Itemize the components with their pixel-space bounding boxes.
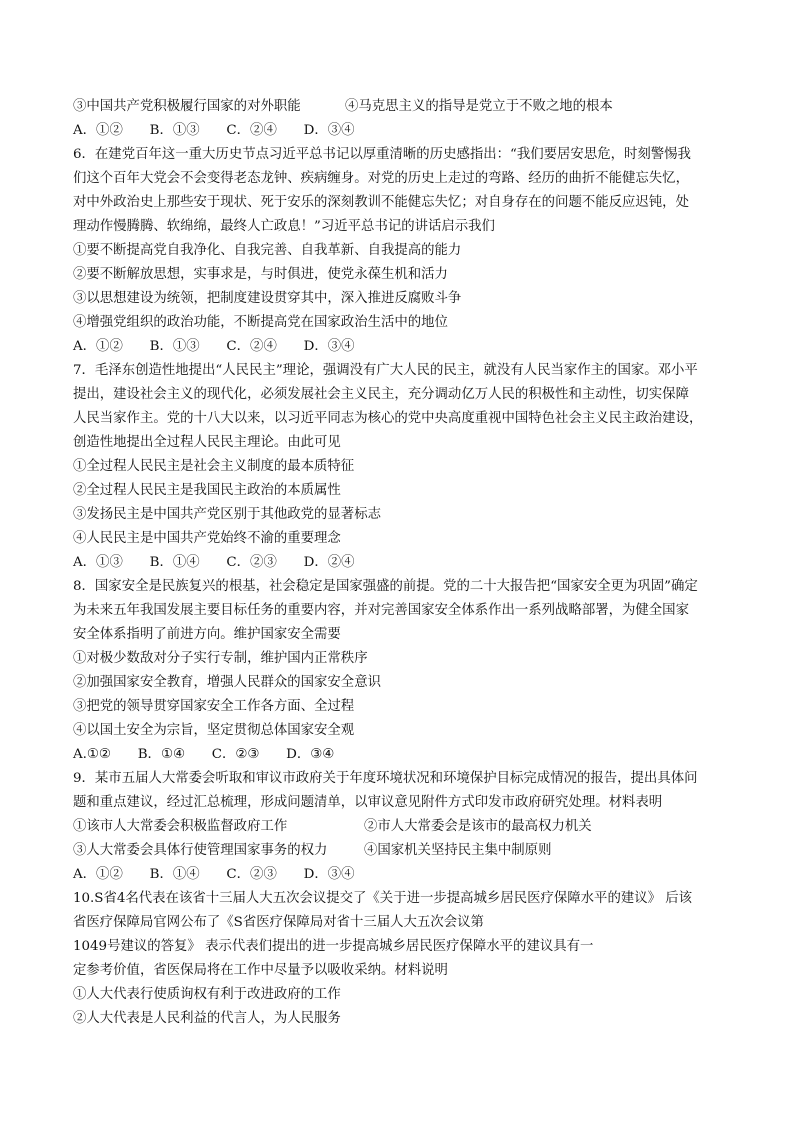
question-8-option: ②加强国家安全教育，增强人民群众的国家安全意识 [73,675,381,690]
option-line-3-4 [73,842,552,860]
question-6-stem: 对中外政治史上那些安于现状、死于安乐的深刻教训不能健忘失忆；对自身存在的问题不能反应迟钝，处 [73,195,689,210]
question-10-stem: 10.S省4名代表在该省十三届人大五次会议提交了《关于进一步提高城乡居民医疗保障水平的建议》 后该 [73,891,693,906]
question-7-stem: 人民当家作主。党的十八大以来，以习近平同志为核心的党中央高度重视中国特色社会主义民主政治建设， [73,411,703,426]
question-6-stem: 们这个百年大党会不会变得老态龙钟、疾病缠身。对党的历史上走过的弯路、经历的曲折不能健忘失忆， [73,171,689,186]
question-8-stem: 安全体系指明了前进方向。维护国家安全需要 [73,627,341,642]
question-6-option: ③以思想建设为统领，把制度建设贯穿其中，深入推进反腐败斗争 [73,291,462,306]
question-8-option: ③把党的领导贯穿国家安全工作各方面、全过程 [73,699,355,714]
question-8-option: ④以国土安全为宗旨，坚定贯彻总体国家安全观 [73,723,355,738]
answer-choices-q9: A．①② B．①④ C．②③ D．③④ [73,867,355,882]
option-2: ②市人大常委会是该市的最高权力机关 [364,819,592,834]
option-line-3-4 [73,98,613,116]
option-1: ①该市人大常委会积极监督政府工作 [73,819,288,834]
question-6-stem: 理动作慢腾腾、软绵绵，最终人亡政息！”习近平总书记的讲话启示我们 [73,219,495,234]
question-7-stem: 创造性地提出全过程人民民主理论。由此可见 [73,435,341,450]
option-4: ④国家机关坚持民主集中制原则 [364,843,552,858]
question-10-option: ①人大代表行使质询权有利于改进政府的工作 [73,987,341,1002]
option-4: ④马克思主义的指导是党立于不败之地的根本 [345,99,613,114]
answer-choices-q6: A．①② B．①③ C．②④ D．③④ [73,339,355,354]
answer-choices-q7: A．①③ B．①④ C．②③ D．②④ [73,555,355,570]
question-7-stem: 提出，建设社会主义的现代化，必须发展社会主义民主，充分调动亿万人民的积极性和主动性，切实保障 [73,387,689,402]
question-8-stem: 为未来五年我国发展主要目标任务的重要内容，并对完善国家安全体系作出一系列战略部署，为健全国家 [73,603,689,618]
question-7-option: ③发扬民主是中国共产党区别于其他政党的显著标志 [73,507,381,522]
question-6-option: ④增强党组织的政治功能，不断提高党在国家政治生活中的地位 [73,315,448,330]
answer-choices-q8: A.①② B．①④ C．②③ D．③④ [73,747,335,762]
question-7-option: ②全过程人民民主是我国民主政治的本质属性 [73,483,341,498]
question-9-stem: 题和重点建议，经过汇总梳理，形成问题清单，以审议意见附件方式印发市政府研究处理。材料表明 [73,795,663,810]
question-8-option: ①对极少数敌对分子实行专制，维护国内正常秩序 [73,651,368,666]
question-7-option: ④人民民主是中国共产党始终不渝的重要理念 [73,531,341,546]
question-9-stem: 9．某市五届人大常委会听取和审议市政府关于年度环境状况和环境保护目标完成情况的报告，提出具体问 [73,771,698,786]
question-10-stem: 定参考价值，省医保局将在工作中尽量予以吸收采纳。材料说明 [73,963,448,978]
question-10-stem: 1049号建议的答复》 表示代表们提出的进一步提高城乡居民医疗保障水平的建议具有一 [73,939,594,954]
option-3: ③人大常委会具体行使管理国家事务的权力 [73,843,328,858]
option-line-1-2 [73,818,592,836]
question-6-option: ②要不断解放思想，实事求是，与时俱进，使党永葆生机和活力 [73,267,448,282]
question-6-stem: 6．在建党百年这一重大历史节点习近平总书记以厚重清晰的历史感指出：“我们要居安思危，时刻警惕我 [73,147,691,162]
question-10-option: ②人大代表是人民利益的代言人，为人民服务 [73,1011,341,1026]
question-8-stem: 8．国家安全是民族复兴的根基，社会稳定是国家强盛的前提。党的二十大报告把“国家安全更为巩固”确定 [73,579,698,594]
question-10-stem: 省医疗保障局官网公布了《S省医疗保障局对省十三届人大五次会议第 [73,915,484,930]
question-6-option: ①要不断提高党自我净化、自我完善、自我革新、自我提高的能力 [73,243,462,258]
option-3: ③中国共产党积极履行国家的对外职能 [73,99,301,114]
answer-choices-q5: A．①② B．①③ C．②④ D．③④ [73,123,355,138]
question-7-option: ①全过程人民民主是社会主义制度的最本质特征 [73,459,355,474]
question-7-stem: 7．毛泽东创造性地提出“人民民主”理论，强调没有广大人民的民主，就没有人民当家作主的国家。邓小平 [73,363,698,378]
